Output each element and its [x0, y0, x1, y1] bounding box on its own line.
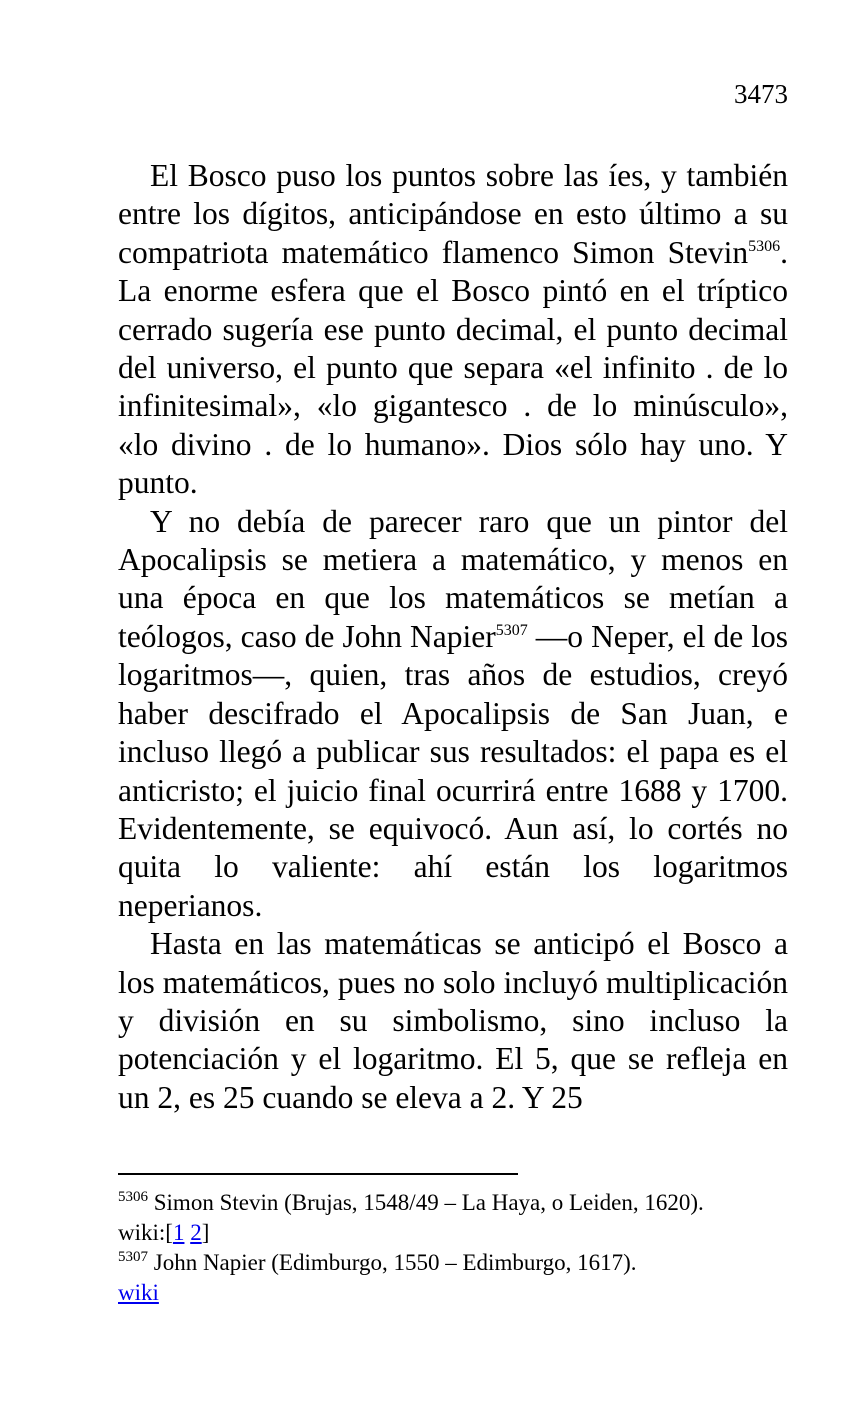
wiki-link-1[interactable]: 1 — [172, 1220, 185, 1245]
footnote-text: John Napier (Edimburgo, 1550 – Edimburgo, 1617). — [148, 1250, 637, 1275]
paragraph-1-text-a: El Bosco puso los puntos sobre las íes, y también entre los dígitos, anticipándose en esto último a su compatriota matemático flamenco Simon Stevin — [118, 158, 788, 270]
footnote-text: Simon Stevin (Brujas, 1548/49 – La Haya, o Leiden, 1620). — [148, 1190, 704, 1215]
paragraph-2-text-b: —o Neper, el de los logaritmos—, quien, tras años de estudios, creyó haber descifrado el Apocalipsis de San Juan, e incluso llegó a publicar sus resultados: el papa es el anticristo; el juicio final ocurrirá entre 1688 y 1700. Evidentemente, se equivocó. Aun así, lo cortés no quita lo valiente: ahí están los logaritmos neperianos. — [118, 618, 788, 923]
footnote-link-suffix: ] — [201, 1220, 210, 1245]
wiki-link[interactable]: wiki — [118, 1280, 159, 1305]
wiki-link-2[interactable]: 2 — [190, 1220, 202, 1245]
footnote-number: 5307 — [118, 1249, 148, 1265]
footnotes — [118, 1188, 798, 1308]
footnote-ref-5307[interactable]: 5307 — [495, 621, 528, 639]
paragraph-2 — [118, 503, 788, 925]
paragraph-1 — [118, 157, 788, 503]
page-number: 3473 — [734, 79, 788, 109]
footnote-5307 — [118, 1248, 798, 1308]
footnote-link-prefix: wiki:[ — [118, 1220, 173, 1245]
footnote-5306 — [118, 1188, 798, 1248]
paragraph-1-text-b: . La enorme esfera que el Bosco pintó en el tríptico cerrado sugería ese punto decimal, el punto decimal del universo, el punto que separa «el infinito . de lo infinitesimal», «lo gigantesco . de lo minúsculo», «lo divino . de lo humano». Dios sólo hay uno. Y punto. — [118, 234, 788, 501]
paragraph-3: Hasta en las matemáticas se anticipó el Bosco a los matemáticos, pues no solo incluyó multiplicación y división en su simbolismo, sino incluso la potenciación y el logaritmo. El 5, que se refleja en un 2, es 25 cuando se eleva a 2. Y 25 — [118, 926, 788, 1115]
body-text — [118, 157, 788, 1117]
footnote-ref-5306[interactable]: 5306 — [748, 237, 781, 255]
footnote-number: 5306 — [118, 1189, 148, 1205]
paragraph-2-text-a: Y no debía de parecer raro que un pintor del Apocalipsis se metiera a matemático, y menos en una época en que los matemáticos se metían a teólogos, caso de John Napier — [118, 503, 788, 654]
footnote-separator — [118, 1173, 518, 1175]
